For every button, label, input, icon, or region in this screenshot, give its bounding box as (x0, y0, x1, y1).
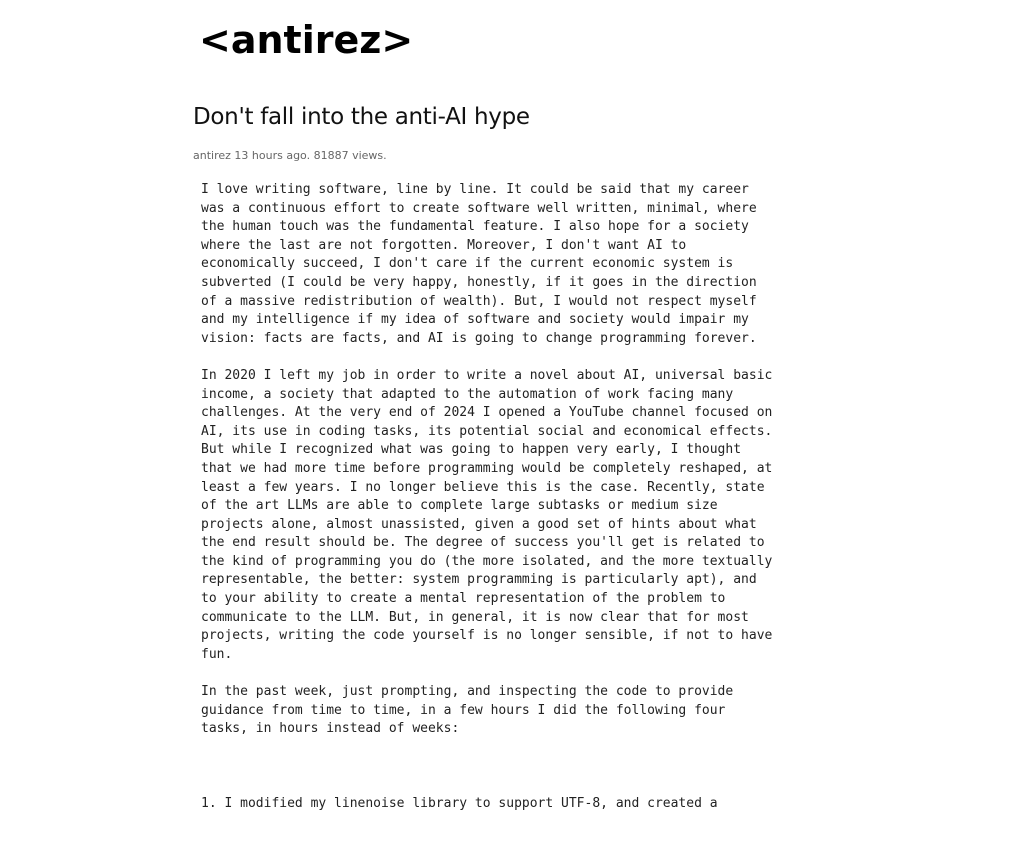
post-views: 81887 views. (313, 149, 387, 162)
post-paragraph-2: In 2020 I left my job in order to write a novel about AI, universal basic income, a society that adapted to the automation of work facing many challenges. At the very end of 2024 I opened a YouTube channel focused on AI, its use in coding tasks, its potential social and economical effects. But while I recognized what was going to happen very early, I thought that we had more time before programming would be completely reshaped, at least a few years. I no longer believe this is the case. Recently, state of the art LLMs are able to complete large subtasks or medium size projects alone, almost unassisted, given a good set of hints about what the end result should be. The degree of success you'll get is related to the kind of programming you do (the more isolated, and the more textually representable, the better: system programming is particularly apt), and to your ability to create a mental representation of the problem to communicate to the LLM. But, in general, it is now clear that for most projects, writing the code yourself is no longer sensible, if not to have fun. (201, 367, 773, 662)
post-title: Don't fall into the anti-AI hype (193, 104, 530, 130)
list-item: 1. I modified my linenoise library to support UTF-8, and created a (201, 795, 718, 811)
post-meta (193, 148, 387, 164)
post-paragraph-3: In the past week, just prompting, and inspecting the code to provide guidance from time to time, in a few hours I did the following four tasks, in hours instead of weeks: (201, 684, 734, 737)
post-paragraph-1: I love writing software, line by line. It could be said that my career was a continuous effort to create software well written, minimal, where the human touch was the fundamental feature. I also hope for a society where the last are not forgotten. Moreover, I don't want AI to economically succeed, I don't care if the current economic system is subverted (I could be very happy, honestly, if it goes in the direction of a massive redistribution of wealth). But, I would not respect myself and my intelligence if my idea of software and society would impair my vision: facts are facts, and AI is going to change programming forever. (201, 182, 757, 346)
post-author-link[interactable]: antirez (193, 149, 231, 162)
post-time: 13 hours ago. (234, 149, 311, 162)
site-title-link[interactable]: <antirez> (199, 18, 414, 62)
post-body (201, 181, 861, 850)
tasks-list (201, 757, 861, 850)
